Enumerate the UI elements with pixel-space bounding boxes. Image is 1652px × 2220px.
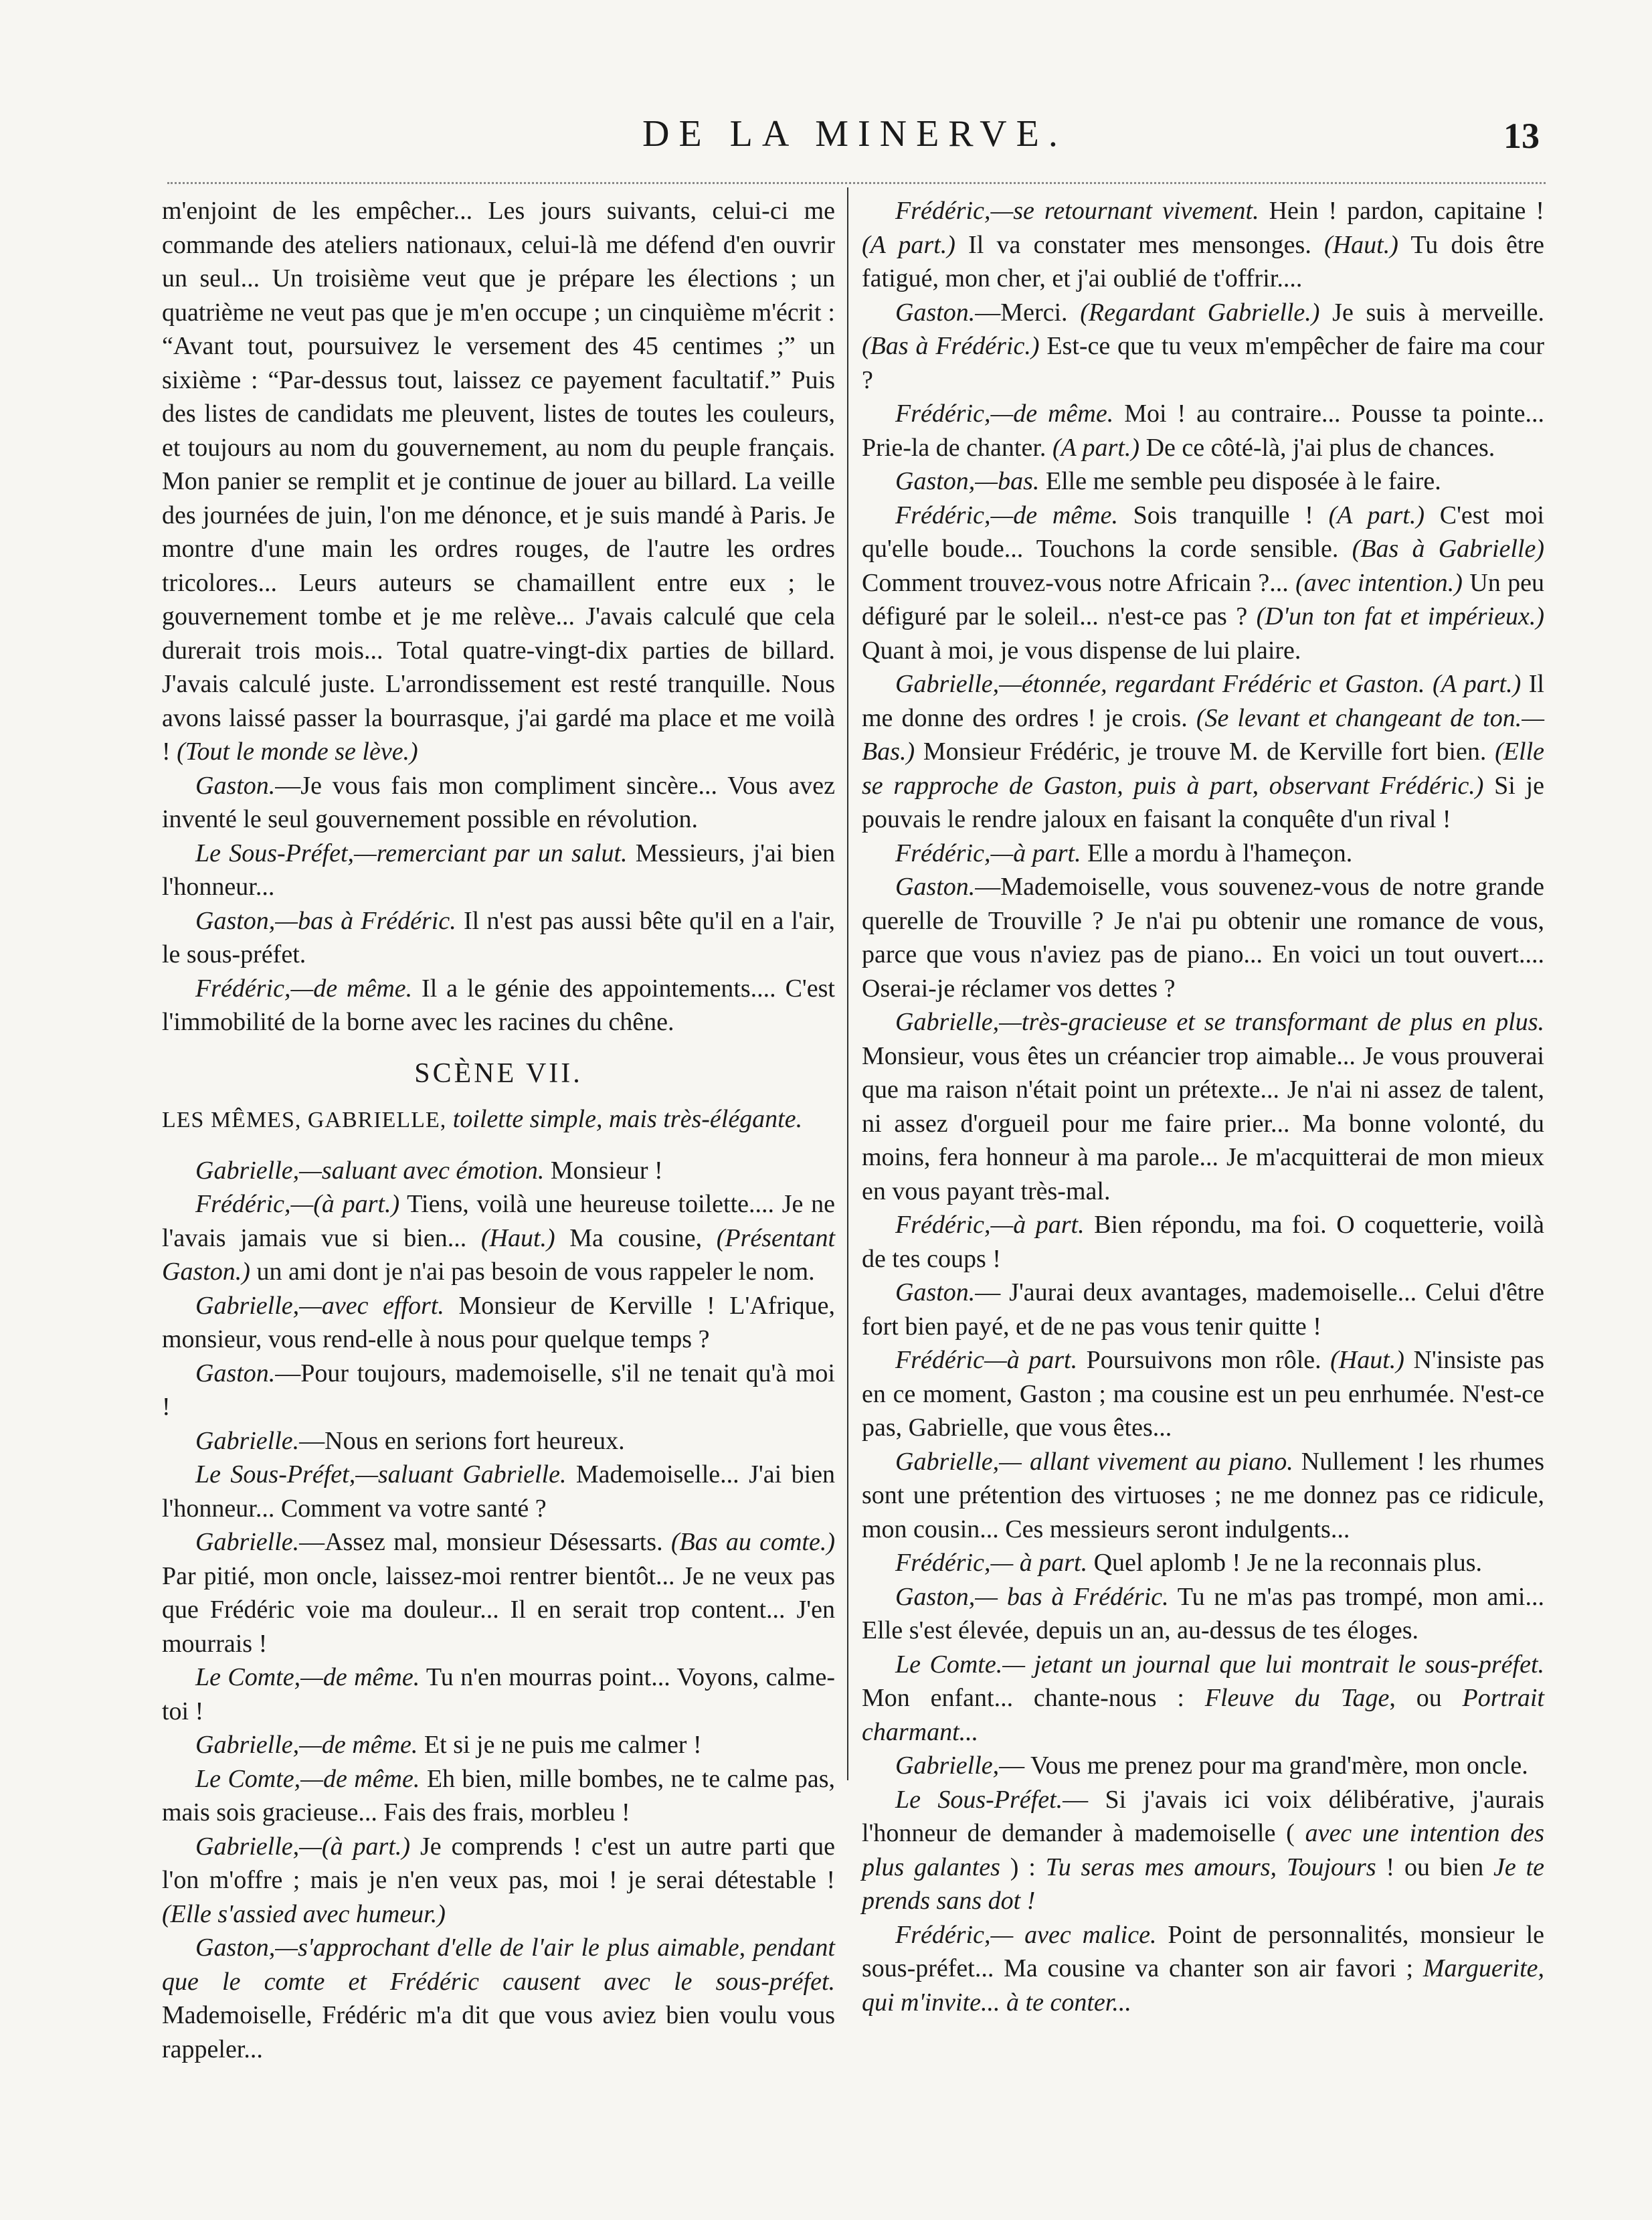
stage-direction: (Elle se rapproche de Gaston, puis à part, observant Frédéric.) xyxy=(862,738,1544,800)
text: Mademoiselle, Frédéric m'a dit que vous aviez bien voulu vous rappeler... xyxy=(162,2001,835,2063)
song-title: Fleuve du Tage xyxy=(1204,1684,1390,1712)
stage-direction: —étonnée, regardant Frédéric et Gaston. (A part.) xyxy=(999,670,1522,698)
text: Et si je ne puis me calmer ! xyxy=(418,1731,702,1759)
speaker: Gaston. xyxy=(895,298,976,327)
paragraph xyxy=(862,1005,1544,1208)
speaker: Frédéric, xyxy=(895,400,991,428)
song-title: Tu seras mes amours, Toujours xyxy=(1045,1853,1376,1881)
paragraph xyxy=(862,1580,1544,1648)
stage-direction: —à part. xyxy=(990,1211,1085,1239)
right-column xyxy=(862,194,1544,2019)
paragraph xyxy=(162,1660,835,1728)
speaker: Gaston. xyxy=(195,771,276,800)
stage-direction: —(à part.) xyxy=(290,1190,400,1218)
paragraph xyxy=(862,1648,1544,1749)
speaker: Le Comte, xyxy=(195,1663,301,1691)
paragraph xyxy=(162,1458,835,1525)
text: Monsieur de Kerville ! L'Afrique, monsieur, vous rend-elle à nous pour quelque temps ? xyxy=(162,1291,835,1353)
paragraph xyxy=(862,397,1544,464)
text: Si je pouvais le rendre jaloux en faisant la conquête d'un rival ! xyxy=(862,771,1544,833)
text: Tiens, voilà une heureuse toilette.... Je ne l'avais jamais vue si bien... xyxy=(162,1190,835,1252)
speaker: Gaston. xyxy=(895,1278,976,1306)
stage-direction: —(à part.) xyxy=(299,1832,411,1861)
text: Monsieur Frédéric, je trouve M. de Kerville fort bien. xyxy=(915,738,1495,766)
paragraph xyxy=(162,1154,835,1188)
stage-direction: —bas à Frédéric. xyxy=(275,906,456,935)
stage-direction: —avec effort. xyxy=(299,1291,444,1320)
paragraph xyxy=(162,1424,835,1458)
text: Tu ne m'as pas trompé, mon ami... Elle s'est élevée, depuis un an, au-dessus de tes éloges. xyxy=(862,1582,1544,1644)
speaker: Gabrielle. xyxy=(195,1528,300,1556)
stage-direction: (A part.) xyxy=(1052,433,1140,462)
text: Nullement ! les rhumes sont une prétention des virtuoses ; ne me donnez pas ce ridicule, mon cousin... Ces messieurs seront indulgents... xyxy=(862,1447,1545,1543)
text: Hein ! pardon, capitaine ! xyxy=(1259,197,1544,225)
text: Il va constater mes mensonges. xyxy=(955,230,1325,259)
text: Messieurs, j'ai bien l'honneur... xyxy=(162,839,835,901)
text: Elle me semble peu disposée à le faire. xyxy=(1039,467,1441,495)
text: —Pour toujours, mademoiselle, s'il ne tenait qu'à moi ! xyxy=(162,1359,835,1421)
paragraph xyxy=(862,499,1544,668)
text: Eh bien, mille bombes, ne te calme pas, mais sois gracieuse... Fais des frais, morbleu ! xyxy=(162,1764,835,1826)
text: —Merci. xyxy=(975,298,1081,327)
column-divider xyxy=(847,187,848,1780)
speaker: Le Sous-Préfet, xyxy=(195,1460,356,1488)
stage-direction: —très-gracieuse et se transformant de plus en plus. xyxy=(999,1008,1544,1036)
text: — Vous me prenez pour ma grand'mère, mon oncle. xyxy=(999,1752,1528,1780)
text: —Mademoiselle, vous souvenez-vous de notre grande querelle de Trouville ? Je n'ai pu obtenir une romance de vous, parce que vous n'aviez pas de piano... En voici un tout ouvert.... Oserai-je réclamer vos dettes ? xyxy=(862,873,1544,1003)
speaker: Gaston, xyxy=(195,906,276,935)
stage-direction: — à part. xyxy=(990,1549,1088,1577)
paragraph xyxy=(862,1749,1544,1783)
stage-direction: —à part. xyxy=(990,839,1081,867)
text: Tu dois être fatigué, mon cher, et j'ai oublié de t'offrir.... xyxy=(862,230,1544,292)
paragraph xyxy=(862,1208,1544,1276)
speaker: Gaston. xyxy=(195,1359,276,1387)
text: C'est moi qu'elle boude... Touchons la corde sensible. xyxy=(862,501,1544,563)
text: , ou xyxy=(1389,1684,1463,1712)
left-column xyxy=(162,194,835,2066)
speaker: Le Sous-Préfet. xyxy=(895,1785,1063,1814)
text: Sois tranquille ! xyxy=(1117,501,1329,529)
text: De ce côté-là, j'ai plus de chances. xyxy=(1139,433,1495,462)
paragraph xyxy=(862,1343,1544,1445)
text: —Assez mal, monsieur Désessarts. xyxy=(299,1528,671,1556)
text: Il n'est pas aussi bête qu'il en a l'air, le sous-préfet. xyxy=(162,906,835,968)
paragraph xyxy=(862,194,1544,296)
stage-direction: — bas à Frédéric. xyxy=(975,1582,1169,1611)
speaker: Gabrielle, xyxy=(195,1832,300,1861)
speaker: Gaston, xyxy=(195,1934,276,1962)
paragraph xyxy=(862,1546,1544,1580)
paragraph xyxy=(162,1357,835,1424)
text: —Nous en serions fort heureux. xyxy=(299,1426,625,1455)
stage-direction: —à part. xyxy=(984,1346,1078,1374)
text: —Je vous fais mon compliment sincère... Vous avez inventé le seul gouvernement possible en révolution. xyxy=(162,771,835,833)
header-rule xyxy=(167,182,1546,184)
stage-direction: (A part.) xyxy=(862,230,955,259)
paragraph xyxy=(862,837,1544,871)
speaker: Gabrielle. xyxy=(195,1426,300,1455)
stage-direction: avec une intention des plus galantes xyxy=(862,1819,1544,1881)
speaker: Gaston, xyxy=(895,1582,976,1611)
paragraph xyxy=(162,1728,835,1762)
text: Moi ! au contraire... Pousse ta pointe... Prie-la de chanter. xyxy=(862,400,1544,462)
stage-direction: —de même. xyxy=(300,1764,420,1793)
text: Monsieur ! xyxy=(544,1156,663,1185)
text: Mon enfant... chante-nous : xyxy=(862,1684,1205,1712)
paragraph xyxy=(862,667,1544,837)
speaker: Gabrielle, xyxy=(895,670,1000,698)
speaker: Frédéric, xyxy=(895,839,991,867)
stage-direction: — avec malice. xyxy=(990,1920,1157,1949)
paragraph xyxy=(162,904,835,972)
cast-list xyxy=(162,1102,835,1138)
text: — Si j'avais ici voix délibérative, j'aurais l'honneur de demander à mademoiselle ( xyxy=(862,1785,1544,1847)
paragraph xyxy=(162,1187,835,1289)
paragraph xyxy=(862,464,1544,499)
paragraph xyxy=(862,870,1544,1005)
text: Je comprends ! c'est un autre parti que l'on m'offre ; mais je n'en veux pas, moi ! je serai détestable ! xyxy=(162,1832,835,1894)
stage-direction: (Bas à Frédéric.) xyxy=(862,332,1040,360)
stage-direction: (Haut.) xyxy=(480,1223,555,1252)
speaker: Frédéric xyxy=(895,1346,984,1374)
speaker: Gabrielle, xyxy=(195,1291,300,1320)
text: Il me donne des ordres ! je crois. xyxy=(862,670,1544,732)
text: Bien répondu, ma foi. O coquetterie, voilà de tes coups ! xyxy=(862,1211,1544,1273)
speaker: Gaston. xyxy=(895,873,976,901)
stage-direction: (Bas à Gabrielle) xyxy=(1352,535,1544,563)
text: Elle a mordu à l'hameçon. xyxy=(1081,839,1353,867)
paragraph xyxy=(862,1918,1544,2020)
paragraph xyxy=(162,769,835,837)
speaker: Gabrielle, xyxy=(895,1008,1000,1036)
speaker: Frédéric, xyxy=(895,1211,991,1239)
song-title: Je te prends sans dot ! xyxy=(862,1853,1545,1915)
stage-direction: —saluant avec émotion. xyxy=(299,1156,545,1185)
stage-direction: (avec intention.) xyxy=(1295,568,1463,597)
running-head xyxy=(0,112,1652,166)
speaker: Frédéric, xyxy=(195,1190,291,1218)
speaker: Gabrielle, xyxy=(195,1731,300,1759)
text: Point de personnalités, monsieur le sous-préfet... Ma cousine va chanter son air favori ; xyxy=(862,1920,1544,1982)
stage-direction: (Bas au comte.) xyxy=(670,1528,835,1556)
running-title: DE LA MINERVE. xyxy=(642,113,1067,155)
stage-direction: (A part.) xyxy=(1328,501,1425,529)
stage-direction: toilette simple, mais très-élégante. xyxy=(446,1105,803,1133)
cast-names: LES MÊMES, GABRIELLE, xyxy=(162,1108,447,1132)
speaker: Frédéric, xyxy=(195,974,291,1003)
speaker: Le Sous-Préfet, xyxy=(195,839,354,867)
stage-direction: —de même. xyxy=(990,400,1114,428)
text: Ma cousine, xyxy=(555,1223,717,1252)
text: Poursuivons mon rôle. xyxy=(1077,1346,1331,1374)
speaker: Gabrielle, xyxy=(195,1156,300,1185)
speaker: Le Comte. xyxy=(895,1650,1003,1679)
speaker: Frédéric, xyxy=(895,197,991,225)
song-title: Marguerite, qui m'invite... à te conter... xyxy=(862,1954,1544,2017)
song-title: Portrait charmant... xyxy=(862,1684,1544,1746)
paragraph xyxy=(862,296,1544,398)
paragraph xyxy=(162,972,835,1039)
scene-heading: SCÈNE VII. xyxy=(414,1057,583,1089)
stage-direction: (Haut.) xyxy=(1324,230,1398,259)
stage-direction: (D'un ton fat et impérieux.) xyxy=(1256,602,1544,630)
stage-direction: —remerciant par un salut. xyxy=(354,839,628,867)
stage-direction: —saluant Gabrielle. xyxy=(355,1460,567,1488)
text: Il a le génie des appointements.... C'est l'immobilité de la borne avec les racines du chêne. xyxy=(162,974,835,1036)
stage-direction: — jetant un journal que lui montrait le sous-préfet. xyxy=(1002,1650,1544,1679)
stage-direction: (Se levant et changeant de ton.—Bas.) xyxy=(862,703,1544,766)
stage-direction: —de même. xyxy=(290,974,413,1003)
text: Par pitié, mon oncle, laissez-moi rentrer bientôt... Je ne veux pas que Frédéric voie ma douleur... Il en serait trop content... J'en mourrais ! xyxy=(162,1561,835,1658)
paragraph xyxy=(862,1445,1544,1547)
text: Tu n'en mourras point... Voyons, calme-toi ! xyxy=(162,1663,835,1725)
stage-direction: (Haut.) xyxy=(1330,1346,1404,1374)
stage-direction: (Présentant Gaston.) xyxy=(162,1223,836,1286)
paragraph xyxy=(162,1830,835,1932)
text: Mademoiselle... J'ai bien l'honneur... Comment va votre santé ? xyxy=(162,1460,835,1523)
stage-direction: —de même. xyxy=(300,1663,420,1691)
text: Monsieur, vous êtes un créancier trop aimable... Je vous prouverai que ma raison n'était point un prétexte... Je n'ai ni assez de talent, ni assez d'orgueil pour me faire prier... Ma bonne volonté, du moins, fera honneur à ma parole... Je m'acquitterai de mon mieux en vous payant très-mal. xyxy=(862,1041,1544,1205)
stage-direction: — allant vivement au piano. xyxy=(999,1447,1293,1476)
text: un ami dont je n'ai pas besoin de vous rappeler le nom. xyxy=(250,1258,815,1286)
stage-direction: (Regardant Gabrielle.) xyxy=(1080,298,1320,327)
stage-direction: (Tout le monde se lève.) xyxy=(177,738,418,766)
paragraph xyxy=(162,1762,835,1830)
speaker: Frédéric, xyxy=(895,1549,991,1577)
stage-direction: —s'approchant d'elle de l'air le plus aimable, pendant que le comte et Frédéric causent avec le sous-préfet. xyxy=(162,1934,835,1996)
speaker: Frédéric, xyxy=(895,1920,991,1949)
text: Quel aplomb ! Je ne la reconnais plus. xyxy=(1087,1549,1482,1577)
stage-direction: —de même. xyxy=(299,1731,418,1759)
paragraph xyxy=(162,194,835,769)
text: Est-ce que tu veux m'empêcher de faire ma cour ? xyxy=(862,332,1544,394)
text: — J'aurai deux avantages, mademoiselle... Celui d'être fort bien payé, et de ne pas vous tenir quitte ! xyxy=(862,1278,1544,1341)
paragraph xyxy=(862,1276,1544,1343)
paragraph xyxy=(162,1525,835,1660)
page-number: 13 xyxy=(1503,116,1540,156)
text: m'enjoint de les empêcher... Les jours suivants, celui-ci me commande des ateliers nationaux, celui-là me défend d'en ouvrir un seul... Un troisième veut que je prépare les élections ; un quatrième ne veut pas que je m'en occupe ; un cinquième m'écrit : “Avant tout, poursuivez le versement des 45 centimes ;” un sixième : “Par-dessus tout, laissez ce payement facultatif.” Puis des listes de candidats me pleuvent, listes de toutes les couleurs, et toujours au nom du gouvernement, au nom du peuple français. Mon panier se remplit et je continue de jouer au billard. La veille des journées de juin, l'on me dénonce, et je suis mandé à Paris. Je montre d'une main les ordres rouges, de l'autre les ordres tricolores... Leurs auteurs se chamaillent entre eux ; le gouvernement tombe et je me relève... J'avais calculé que cela durerait trois mois... Total quatre-vingt-dix parties de billard. J'avais calculé juste. L'arrondissement est resté tranquille. Nous avons laissé passer la bourrasque, j'ai gardé ma place et me voilà ! xyxy=(162,197,835,766)
text: ) : xyxy=(1000,1853,1046,1881)
stage-direction: —bas. xyxy=(975,467,1040,495)
speaker: Le Comte, xyxy=(195,1764,301,1793)
paragraph xyxy=(862,1783,1544,1918)
stage-direction: (Elle s'assied avec humeur.) xyxy=(162,1899,446,1928)
speaker: Gabrielle, xyxy=(895,1447,1000,1476)
stage-direction: —se retournant vivement. xyxy=(990,197,1259,225)
speaker: Frédéric, xyxy=(895,501,991,529)
text: Un peu défiguré par le soleil... n'est-ce pas ? xyxy=(862,568,1544,630)
speaker: Gaston, xyxy=(895,467,976,495)
paragraph xyxy=(162,1931,835,2066)
text: Je suis à merveille. xyxy=(1319,298,1544,327)
paragraph xyxy=(162,837,835,904)
text: Quant à moi, je vous dispense de lui plaire. xyxy=(862,636,1301,665)
stage-direction: —de même. xyxy=(990,501,1118,529)
paragraph xyxy=(162,1289,835,1357)
speaker: Gabrielle, xyxy=(895,1752,1000,1780)
text: Comment trouvez-vous notre Africain ?... xyxy=(862,568,1296,597)
text: N'insiste pas en ce moment, Gaston ; ma cousine est un peu enrhumée. N'est-ce pas, Gabrielle, que vous êtes... xyxy=(862,1346,1545,1442)
text: ! ou bien xyxy=(1376,1853,1494,1881)
